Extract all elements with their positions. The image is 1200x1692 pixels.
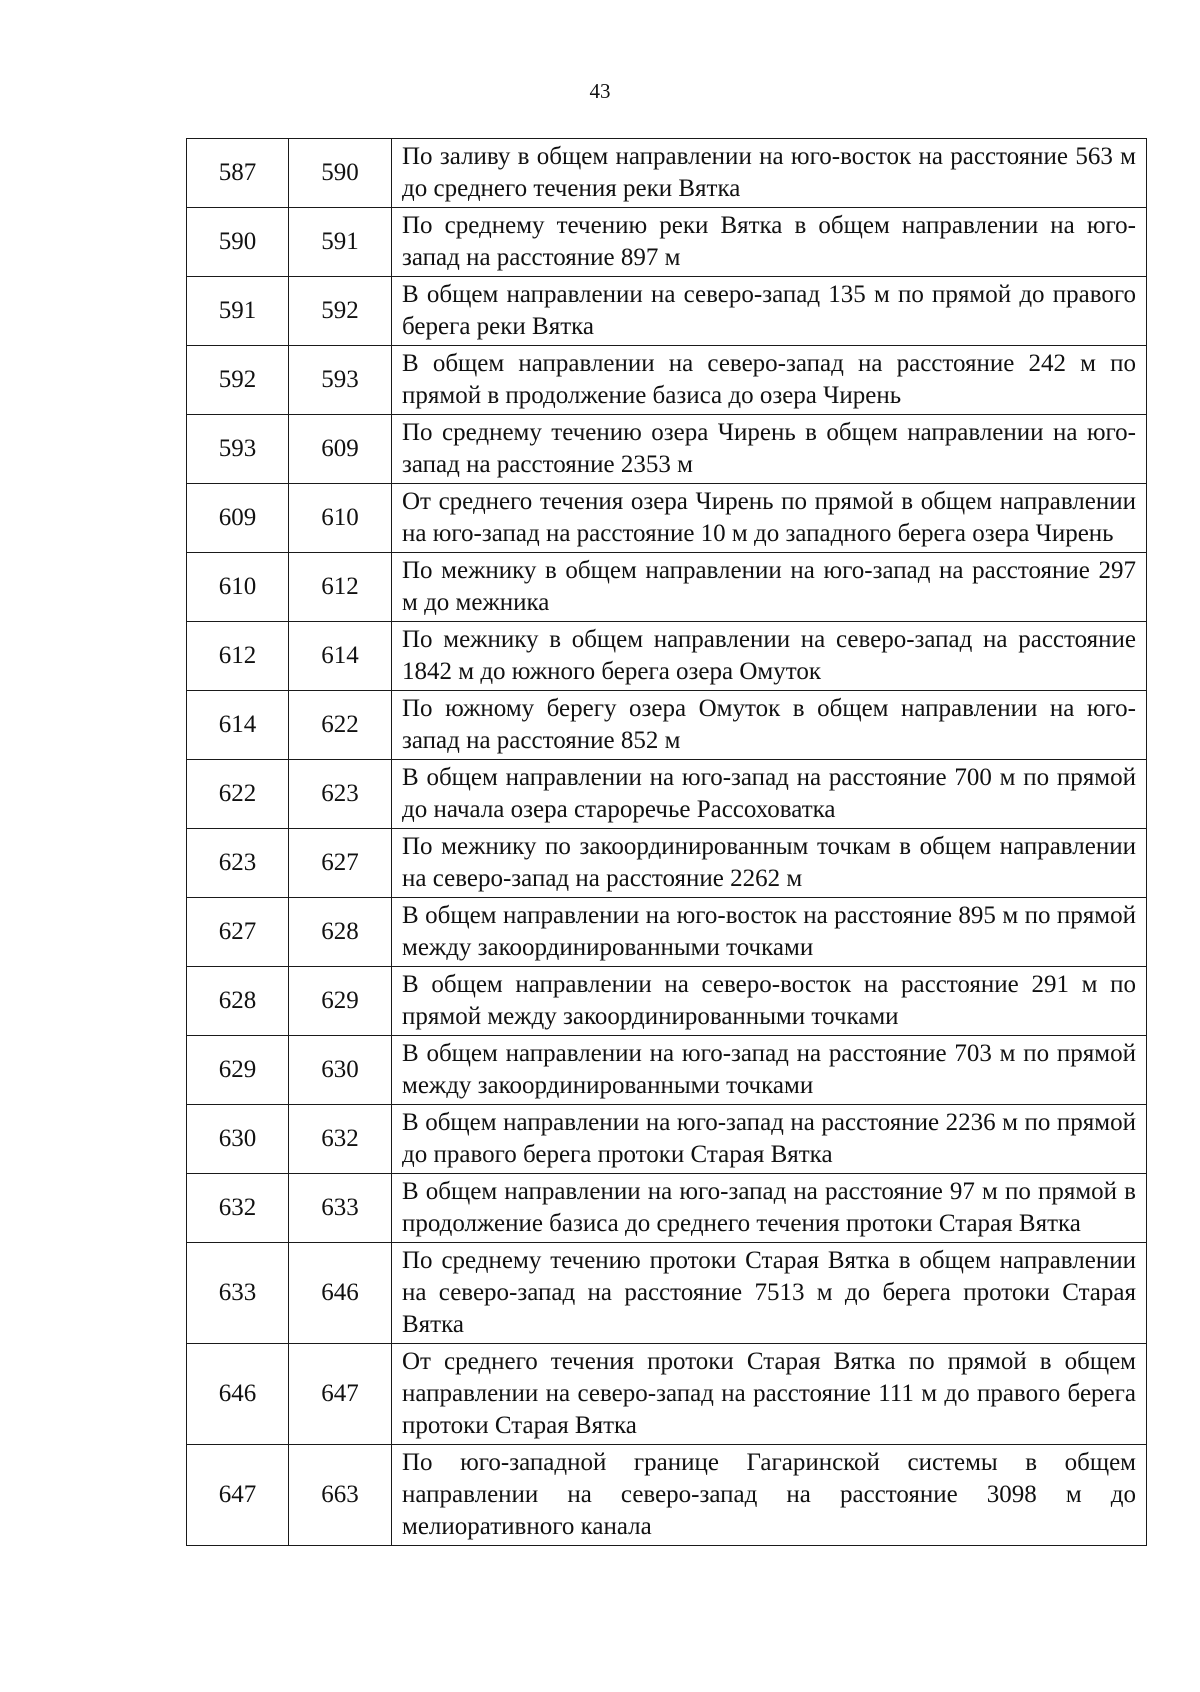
boundary-table-body — [187, 139, 1147, 1546]
table-row — [187, 967, 1147, 1036]
point-from-cell: 591 — [187, 277, 289, 346]
point-from-cell: 628 — [187, 967, 289, 1036]
table-row — [187, 1344, 1147, 1445]
description-cell: В общем направлении на юго-запад на расстояние 97 м по прямой в продолжение базиса до среднего течения протоки Старая Вятка — [392, 1174, 1147, 1243]
description-cell: По межнику по закоординированным точкам в общем направлении на северо-запад на расстояние 2262 м — [392, 829, 1147, 898]
point-from-cell: 627 — [187, 898, 289, 967]
point-to-cell: 633 — [289, 1174, 392, 1243]
description-cell: По межнику в общем направлении на северо-запад на расстояние 1842 м до южного берега озера Омуток — [392, 622, 1147, 691]
table-row — [187, 553, 1147, 622]
description-cell: По среднему течению реки Вятка в общем направлении на юго-запад на расстояние 897 м — [392, 208, 1147, 277]
description-cell: По заливу в общем направлении на юго-восток на расстояние 563 м до среднего течения реки Вятка — [392, 139, 1147, 208]
table-row — [187, 208, 1147, 277]
table-row — [187, 760, 1147, 829]
point-from-cell: 646 — [187, 1344, 289, 1445]
point-from-cell: 623 — [187, 829, 289, 898]
description-cell: От среднего течения озера Чирень по прямой в общем направлении на юго-запад на расстояние 10 м до западного берега озера Чирень — [392, 484, 1147, 553]
description-cell: По юго-западной границе Гагаринской системы в общем направлении на северо-запад на расстояние 3098 м до мелиоративного канала — [392, 1445, 1147, 1546]
point-from-cell: 590 — [187, 208, 289, 277]
table-row — [187, 346, 1147, 415]
description-cell: В общем направлении на юго-запад на расстояние 700 м по прямой до начала озера староречье Рассоховатка — [392, 760, 1147, 829]
description-cell: В общем направлении на северо-запад 135 м по прямой до правого берега реки Вятка — [392, 277, 1147, 346]
point-from-cell: 614 — [187, 691, 289, 760]
table-row — [187, 691, 1147, 760]
point-to-cell: 591 — [289, 208, 392, 277]
point-to-cell: 614 — [289, 622, 392, 691]
point-to-cell: 663 — [289, 1445, 392, 1546]
point-from-cell: 587 — [187, 139, 289, 208]
point-to-cell: 590 — [289, 139, 392, 208]
point-to-cell: 592 — [289, 277, 392, 346]
point-to-cell: 593 — [289, 346, 392, 415]
point-from-cell: 630 — [187, 1105, 289, 1174]
point-to-cell: 623 — [289, 760, 392, 829]
table-row — [187, 415, 1147, 484]
point-to-cell: 609 — [289, 415, 392, 484]
table-row — [187, 1036, 1147, 1105]
table-row — [187, 622, 1147, 691]
page-number: 43 — [589, 79, 611, 103]
point-from-cell: 610 — [187, 553, 289, 622]
point-to-cell: 646 — [289, 1243, 392, 1344]
point-to-cell: 622 — [289, 691, 392, 760]
description-cell: По среднему течению протоки Старая Вятка в общем направлении на северо-запад на расстояние 7513 м до берега протоки Старая Вятка — [392, 1243, 1147, 1344]
table-row — [187, 1445, 1147, 1546]
description-cell: В общем направлении на юго-запад на расстояние 703 м по прямой между закоординированными точками — [392, 1036, 1147, 1105]
point-from-cell: 632 — [187, 1174, 289, 1243]
table-row — [187, 484, 1147, 553]
description-cell: По межнику в общем направлении на юго-запад на расстояние 297 м до межника — [392, 553, 1147, 622]
point-from-cell: 593 — [187, 415, 289, 484]
point-to-cell: 630 — [289, 1036, 392, 1105]
point-from-cell: 629 — [187, 1036, 289, 1105]
point-from-cell: 633 — [187, 1243, 289, 1344]
table-row — [187, 1243, 1147, 1344]
description-cell: В общем направлении на северо-восток на расстояние 291 м по прямой между закоординированными точками — [392, 967, 1147, 1036]
point-to-cell: 629 — [289, 967, 392, 1036]
description-cell: В общем направлении на юго-запад на расстояние 2236 м по прямой до правого берега протоки Старая Вятка — [392, 1105, 1147, 1174]
table-row — [187, 1105, 1147, 1174]
point-to-cell: 627 — [289, 829, 392, 898]
point-from-cell: 622 — [187, 760, 289, 829]
table-row — [187, 139, 1147, 208]
table-row — [187, 829, 1147, 898]
point-from-cell: 609 — [187, 484, 289, 553]
boundary-table — [186, 138, 1147, 1546]
description-cell: По южному берегу озера Омуток в общем направлении на юго-запад на расстояние 852 м — [392, 691, 1147, 760]
point-to-cell: 628 — [289, 898, 392, 967]
description-cell: В общем направлении на северо-запад на расстояние 242 м по прямой в продолжение базиса до озера Чирень — [392, 346, 1147, 415]
point-to-cell: 610 — [289, 484, 392, 553]
point-from-cell: 592 — [187, 346, 289, 415]
description-cell: В общем направлении на юго-восток на расстояние 895 м по прямой между закоординированными точками — [392, 898, 1147, 967]
point-to-cell: 612 — [289, 553, 392, 622]
table-row — [187, 898, 1147, 967]
point-from-cell: 612 — [187, 622, 289, 691]
point-to-cell: 647 — [289, 1344, 392, 1445]
table-row — [187, 277, 1147, 346]
point-from-cell: 647 — [187, 1445, 289, 1546]
point-to-cell: 632 — [289, 1105, 392, 1174]
table-row — [187, 1174, 1147, 1243]
description-cell: По среднему течению озера Чирень в общем направлении на юго-запад на расстояние 2353 м — [392, 415, 1147, 484]
description-cell: От среднего течения протоки Старая Вятка по прямой в общем направлении на северо-запад на расстояние 111 м до правого берега протоки Старая Вятка — [392, 1344, 1147, 1445]
